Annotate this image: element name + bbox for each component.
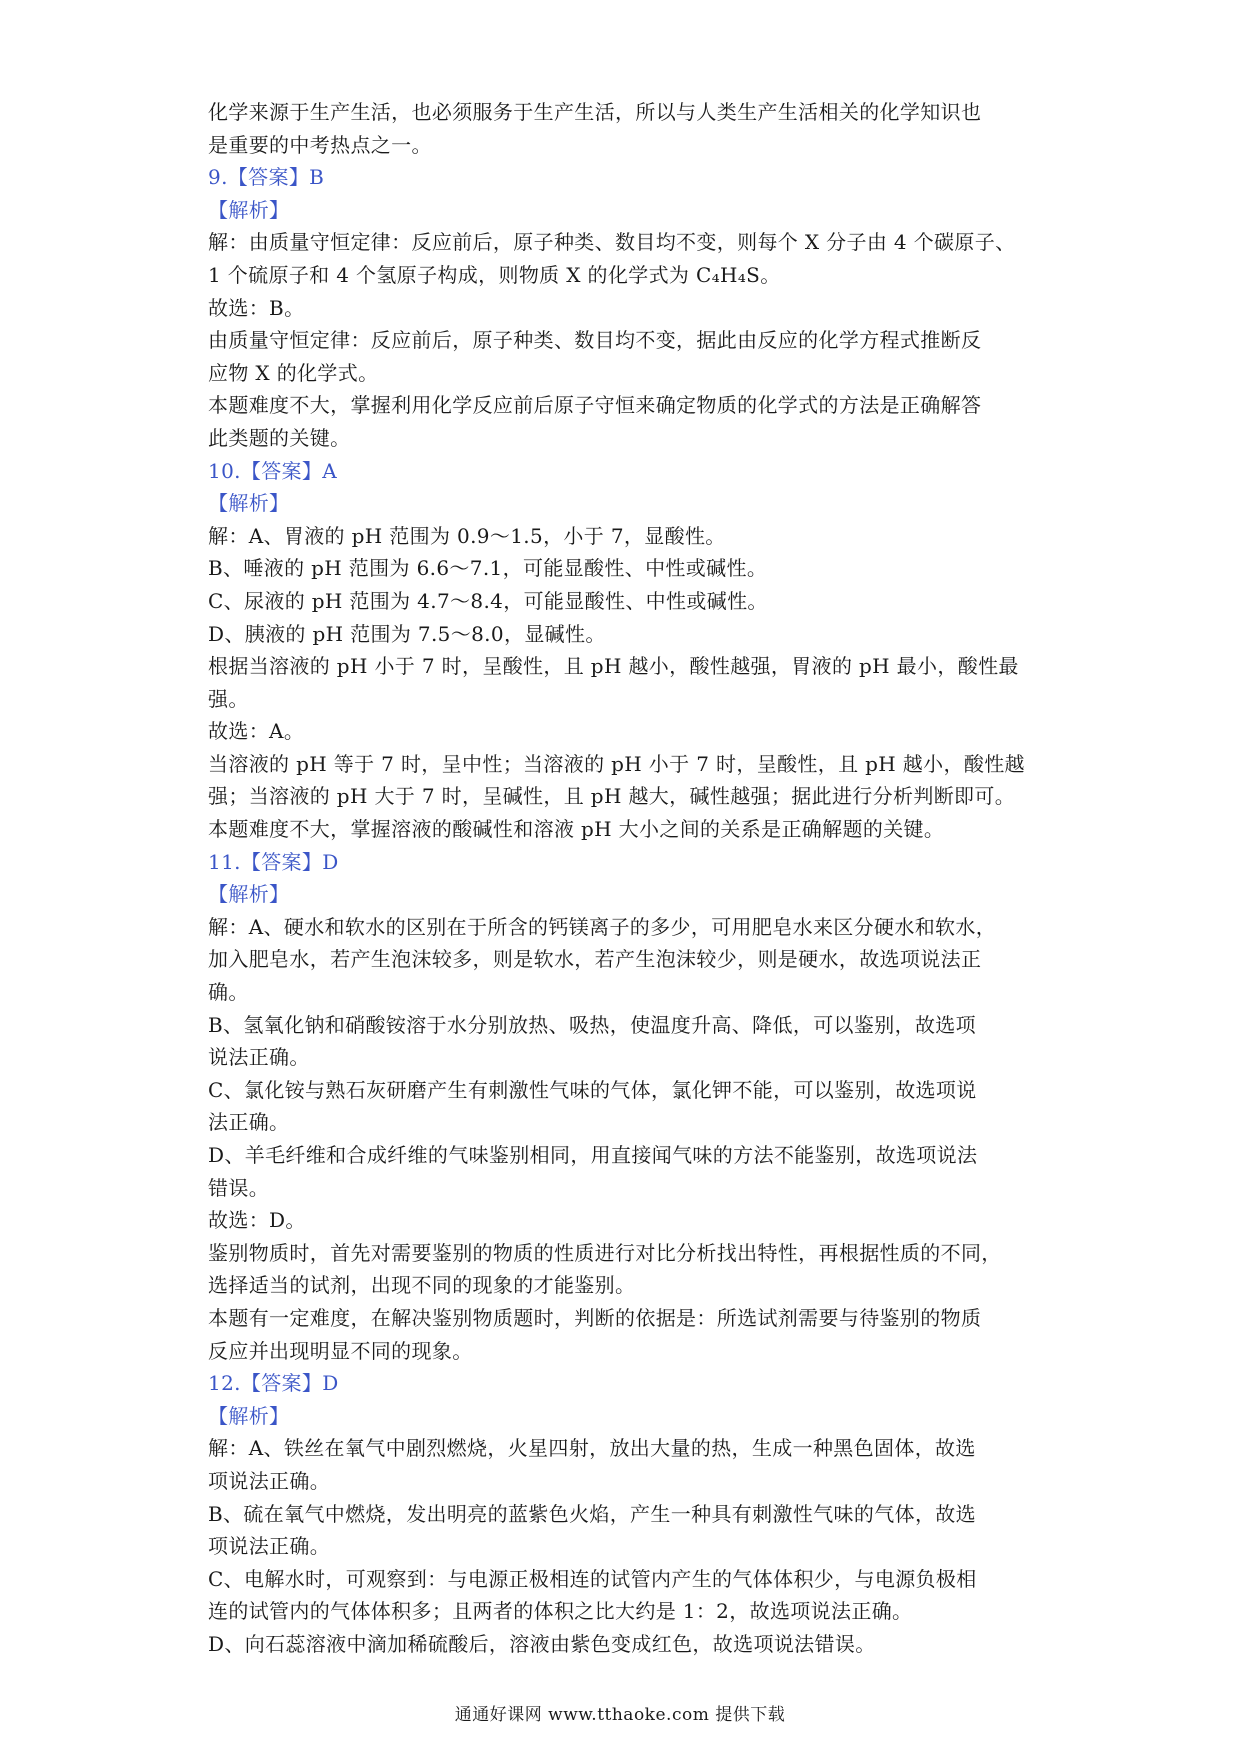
answer-heading-10: 10.【答案】A (208, 458, 338, 483)
text-line: 本题难度不大，掌握利用化学反应前后原子守恒来确定物质的化学式的方法是正确解答 (208, 393, 982, 418)
text-line: 化学来源于生产生活，也必须服务于生产生活，所以与人类生产生活相关的化学知识也 (208, 100, 982, 124)
text-line: C、电解水时，可观察到：与电源正极相连的试管内产生的气体体积少，与电源负极相 (208, 1566, 977, 1591)
text-line: 解：A、胃液的 pH 范围为 0.9～1.5，小于 7，显酸性。 (208, 523, 726, 548)
text-line: 鉴别物质时，首先对需要鉴别的物质的性质进行对比分析找出特性，再根据性质的不同， (208, 1240, 1002, 1265)
analysis-heading: 【解析】 (208, 882, 290, 907)
answer-heading-12: 12.【答案】D (208, 1371, 339, 1396)
text-line: 确。 (208, 980, 249, 1005)
answer-heading-9: 9.【答案】B (208, 165, 325, 190)
text-line: D、羊毛纤维和合成纤维的气味鉴别相同，用直接闻气味的方法不能鉴别，故选项说法 (208, 1143, 978, 1167)
text-line: 选择适当的试剂，出现不同的现象的才能鉴别。 (208, 1273, 636, 1298)
text-line: B、唾液的 pH 范围为 6.6～7.1，可能显酸性、中性或碱性。 (208, 556, 768, 581)
text-line: B、硫在氧气中燃烧，发出明亮的蓝紫色火焰，产生一种具有刺激性气味的气体，故选 (208, 1501, 976, 1526)
text-line: 根据当溶液的 pH 小于 7 时，呈酸性，且 pH 越小，酸性越强，胃液的 pH 最小，酸性最 (208, 654, 1019, 679)
text-line: 解：A、硬水和软水的区别在于所含的钙镁离子的多少，可用肥皂水来区分硬水和软水， (208, 914, 997, 939)
text-line: 强；当溶液的 pH 大于 7 时，呈碱性，且 pH 越大，碱性越强；据此进行分析判断即可。 (208, 784, 1016, 809)
text-line: 解：由质量守恒定律：反应前后，原子种类、数目均不变，则每个 X 分子由 4 个碳原子、 (208, 230, 1016, 255)
text-line: 错误。 (208, 1175, 270, 1200)
text-line: 解：A、铁丝在氧气中剧烈燃烧，火星四射，放出大量的热，生成一种黑色固体，故选 (208, 1436, 976, 1461)
text-line: 本题有一定难度，在解决鉴别物质题时，判断的依据是：所选试剂需要与待鉴别的物质 (208, 1305, 982, 1330)
analysis-heading: 【解析】 (208, 1403, 290, 1428)
text-line: 说法正确。 (208, 1045, 310, 1070)
text-line: 由质量守恒定律：反应前后，原子种类、数目均不变，据此由反应的化学方程式推断反 (208, 328, 982, 353)
text-line: 当溶液的 pH 等于 7 时，呈中性；当溶液的 pH 小于 7 时，呈酸性，且 pH 越小，酸性越 (208, 751, 1025, 776)
text-line: 应物 X 的化学式。 (208, 360, 379, 385)
document-body (208, 96, 1038, 1661)
text-line: 连的试管内的气体体积多；且两者的体积之比大约是 1：2，故选项说法正确。 (208, 1599, 913, 1624)
text-line: D、向石蕊溶液中滴加稀硫酸后，溶液由紫色变成红色，故选项说法错误。 (208, 1631, 876, 1656)
text-line: 本题难度不大，掌握溶液的酸碱性和溶液 pH 大小之间的关系是正确解题的关键。 (208, 817, 945, 842)
text-line: 是重要的中考热点之一。 (208, 132, 432, 157)
text-line: B、氢氧化钠和硝酸铵溶于水分别放热、吸热，使温度升高、降低，可以鉴别，故选项 (208, 1012, 976, 1037)
text-line: C、尿液的 pH 范围为 4.7～8.4，可能显酸性、中性或碱性。 (208, 588, 768, 613)
text-line: 反应并出现明显不同的现象。 (208, 1338, 473, 1363)
text-line: 故选：A。 (208, 719, 305, 744)
analysis-heading: 【解析】 (208, 197, 290, 222)
text-line: 项说法正确。 (208, 1468, 331, 1493)
answer-heading-11: 11.【答案】D (208, 849, 339, 874)
text-line: C、氯化铵与熟石灰研磨产生有刺激性气味的气体，氯化钾不能，可以鉴别，故选项说 (208, 1077, 977, 1102)
text-line: 1 个硫原子和 4 个氢原子构成，则物质 X 的化学式为 C₄H₄S。 (208, 262, 781, 287)
text-line: 项说法正确。 (208, 1534, 331, 1559)
text-line: 法正确。 (208, 1110, 290, 1135)
text-line: D、胰液的 pH 范围为 7.5～8.0，显碱性。 (208, 621, 606, 646)
page-footer: 通通好课网 www.tthaoke.com 提供下载 (454, 1705, 786, 1725)
text-line: 故选：B。 (208, 295, 305, 320)
text-line: 故选：D。 (208, 1208, 306, 1233)
text-line: 加入肥皂水，若产生泡沫较多，则是软水，若产生泡沫较少，则是硬水，故选项说法正 (208, 947, 982, 972)
text-line: 强。 (208, 686, 249, 711)
text-line: 此类题的关键。 (208, 425, 351, 450)
analysis-heading: 【解析】 (208, 491, 290, 516)
